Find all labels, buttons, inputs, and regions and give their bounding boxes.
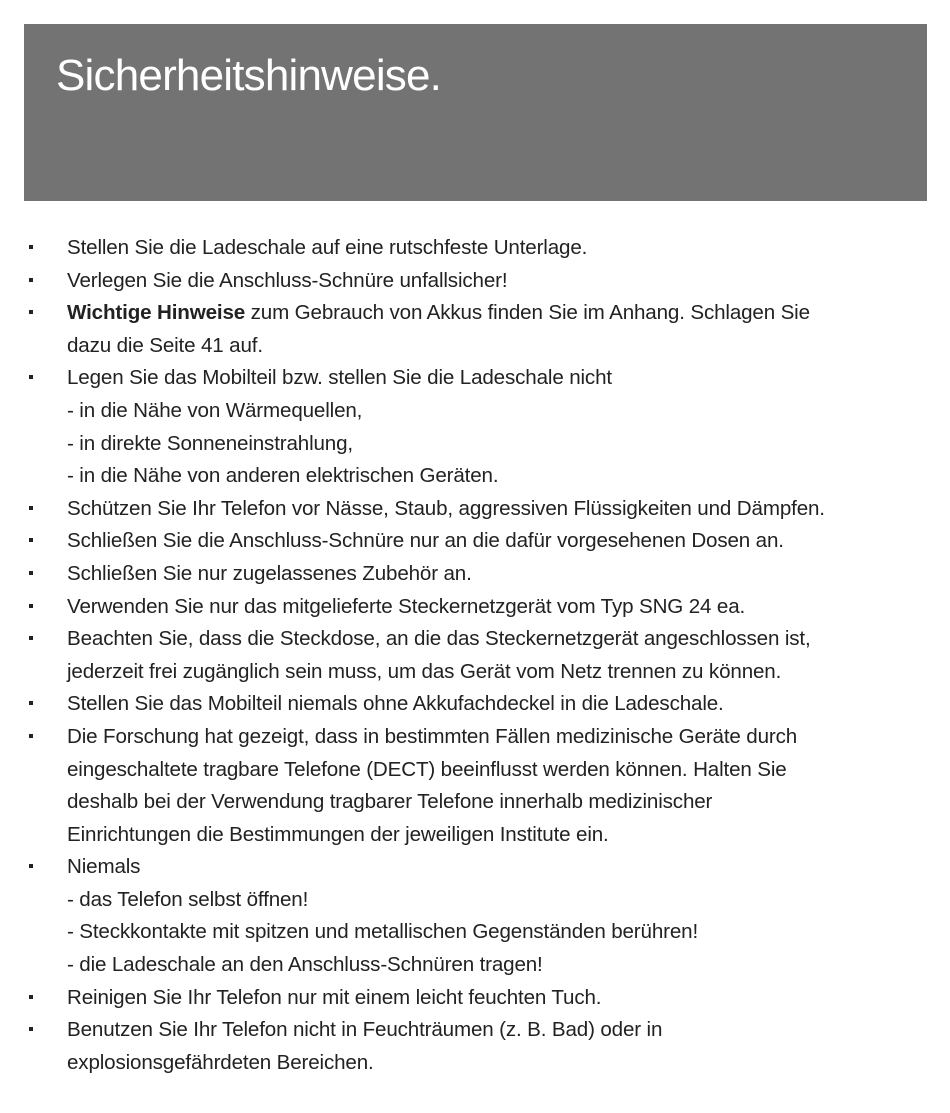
- list-item-subpoint: - das Telefon selbst öffnen!: [67, 887, 309, 911]
- list-item-text: Einrichtungen die Bestimmungen der jeweiligen Institute ein.: [67, 822, 609, 846]
- list-item: [0, 265, 950, 298]
- list-item: [0, 851, 950, 981]
- list-item: [0, 558, 950, 591]
- list-item-text: Die Forschung hat gezeigt, dass in bestimmten Fällen medizinische Geräte durch: [67, 724, 798, 748]
- list-item: [0, 297, 950, 362]
- list-item-subpoint: - in direkte Sonneneinstrahlung,: [67, 431, 353, 455]
- list-item-text: Reinigen Sie Ihr Telefon nur mit einem leicht feuchten Tuch.: [67, 985, 602, 1009]
- list-item-text: Stellen Sie das Mobilteil niemals ohne Akkufachdeckel in die Ladeschale.: [67, 692, 724, 716]
- list-item: [0, 232, 950, 265]
- page-title: Sicherheitshinweise.: [56, 51, 442, 100]
- list-item-text: Schließen Sie nur zugelassenes Zubehör an.: [67, 561, 472, 585]
- list-item-text: Schützen Sie Ihr Telefon vor Nässe, Staub, aggressiven Flüssigkeiten und Dämpfen.: [67, 496, 825, 520]
- list-item-text: Verwenden Sie nur das mitgelieferte Steckernetzgerät vom Typ SNG 24 ea.: [67, 594, 746, 618]
- list-item-text: Schließen Sie die Anschluss-Schnüre nur an die dafür vorgesehenen Dosen an.: [67, 529, 784, 553]
- list-item: [0, 982, 950, 1015]
- list-item-text: deshalb bei der Verwendung tragbarer Telefone innerhalb medizinischer: [67, 790, 713, 814]
- list-item-text-first-line: [67, 297, 938, 330]
- list-item-subpoint: - in die Nähe von Wärmequellen,: [67, 398, 363, 422]
- list-item-subpoint: - Steckkontakte mit spitzen und metallischen Gegenständen berühren!: [67, 920, 699, 944]
- list-item-text: explosionsgefährdeten Bereichen.: [67, 1050, 374, 1074]
- list-item: [0, 591, 950, 624]
- list-item-text: dazu die Seite 41 auf.: [67, 333, 263, 357]
- list-item: [0, 688, 950, 721]
- important-note-label: Wichtige Hinweise: [67, 301, 246, 325]
- header-banner: [24, 24, 927, 201]
- list-item-subpoint: - in die Nähe von anderen elektrischen Geräten.: [67, 464, 499, 488]
- list-item: [0, 525, 950, 558]
- list-item-text: Benutzen Sie Ihr Telefon nicht in Feuchträumen (z. B. Bad) oder in: [67, 1018, 663, 1042]
- list-item-text: jederzeit frei zugänglich sein muss, um das Gerät vom Netz trennen zu können.: [67, 659, 782, 683]
- list-item: [0, 1014, 950, 1079]
- list-item-text: zum Gebrauch von Akkus finden Sie im Anhang. Schlagen Sie: [245, 301, 810, 325]
- list-item: [0, 721, 950, 851]
- list-item-text: Stellen Sie die Ladeschale auf eine rutschfeste Unterlage.: [67, 236, 588, 259]
- list-item: [0, 623, 950, 688]
- safety-notes-list: [0, 232, 950, 1079]
- list-item-text: eingeschaltete tragbare Telefone (DECT) beeinflusst werden können. Halten Sie: [67, 757, 787, 781]
- list-item-text: Beachten Sie, dass die Steckdose, an die das Steckernetzgerät angeschlossen ist,: [67, 627, 811, 651]
- list-item-text: Verlegen Sie die Anschluss-Schnüre unfallsicher!: [67, 268, 508, 292]
- list-item-text: Niemals: [67, 855, 141, 879]
- list-item-text: Legen Sie das Mobilteil bzw. stellen Sie die Ladeschale nicht: [67, 366, 612, 390]
- list-item: [0, 362, 950, 492]
- list-item-subpoint: - die Ladeschale an den Anschluss-Schnüren tragen!: [67, 953, 543, 977]
- list-item: [0, 493, 950, 526]
